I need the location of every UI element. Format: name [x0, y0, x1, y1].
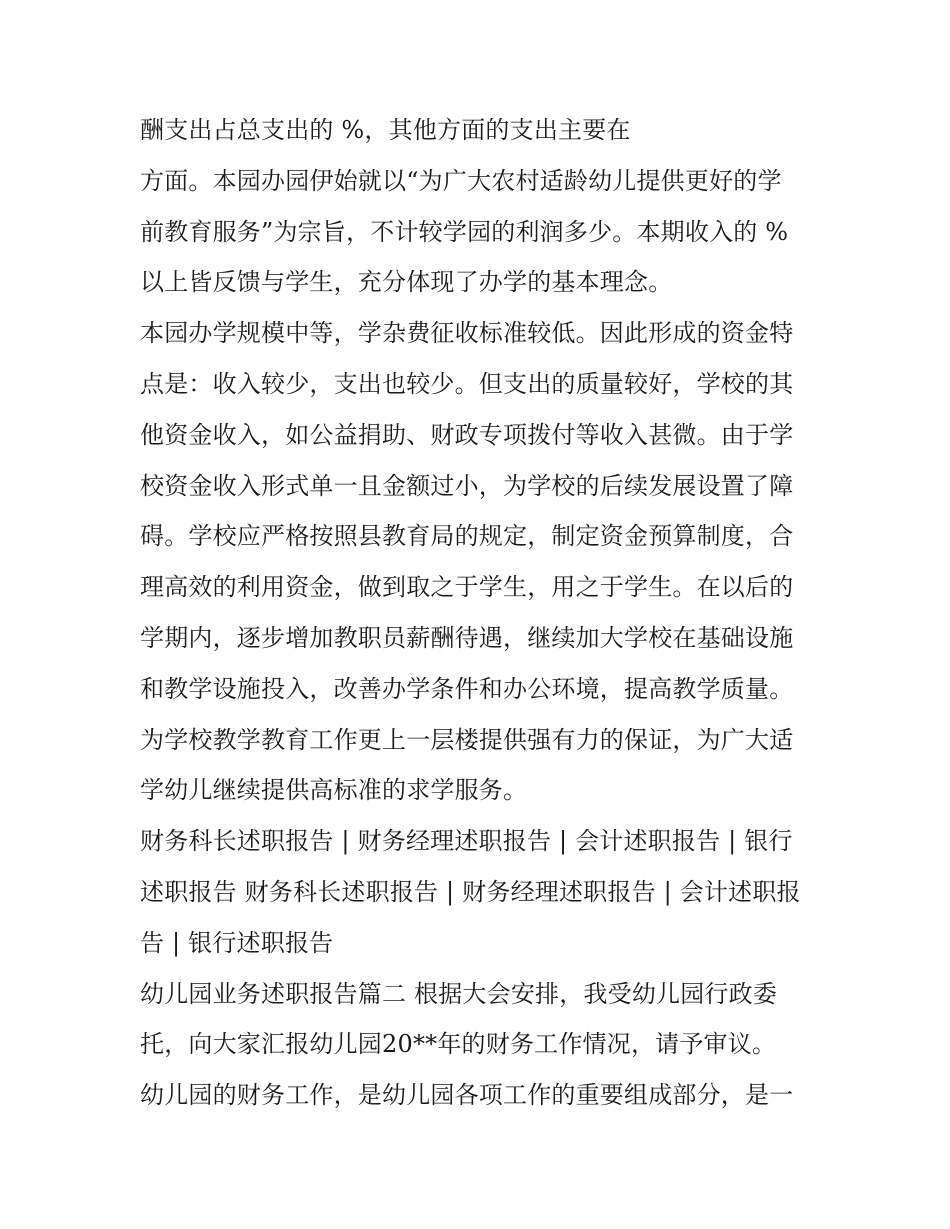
text-line-12: 和教学设施投入，改善办学条件和办公环境，提高教学质量。: [140, 674, 794, 703]
text-line-14: 学幼儿继续提供高标准的求学服务。: [140, 776, 528, 805]
text-line-4: 以上皆反馈与学生，充分体现了办学的基本理念。: [140, 268, 673, 297]
text-line-6: 点是：收入较少，支出也较少。但支出的质量较好，学校的其: [140, 369, 794, 398]
text-line-3: 前教育服务”为宗旨，不计较学园的利润多少。本期收入的 %: [140, 217, 789, 246]
document-body: [140, 105, 820, 1121]
text-line-8: 校资金收入形式单一且金额过小，为学校的后续发展设置了障: [140, 471, 794, 500]
text-line-20: 幼儿园的财务工作，是幼儿园各项工作的重要组成部分，是一: [140, 1081, 794, 1110]
text-line-11: 学期内，逐步增加教职员薪酬待遇，继续加大学校在基础设施: [140, 623, 794, 652]
text-line-5: 本园办学规模中等，学杂费征收标准较低。因此形成的资金特: [140, 319, 794, 348]
text-line-18: 幼儿园业务述职报告篇二 根据大会安排，我受幼儿园行政委: [140, 979, 778, 1008]
text-line-2: 方面。本园办园伊始就以“为广大农村适龄幼儿提供更好的学: [140, 166, 782, 195]
text-line-17: 告 | 银行述职报告: [140, 928, 334, 957]
text-line-19: 托，向大家汇报幼儿园20**年的财务工作情况，请予审议。: [140, 1030, 777, 1059]
text-line-7: 他资金收入，如公益捐助、财政专项拨付等收入甚微。由于学: [140, 420, 794, 449]
text-line-10: 理高效的利用资金，做到取之于学生，用之于学生。在以后的: [140, 573, 794, 602]
text-line-16: 述职报告 财务科长述职报告 | 财务经理述职报告 | 会计述职报: [140, 877, 801, 906]
text-line-13: 为学校教学教育工作更上一层楼提供强有力的保证，为广大适: [140, 725, 794, 754]
text-line-9: 碍。学校应严格按照县教育局的规定，制定资金预算制度，合: [140, 522, 794, 551]
text-line-15: 财务科长述职报告 | 财务经理述职报告 | 会计述职报告 | 银行: [140, 827, 793, 856]
text-line-1: 酬支出占总支出的 %，其他方面的支出主要在: [140, 116, 631, 144]
